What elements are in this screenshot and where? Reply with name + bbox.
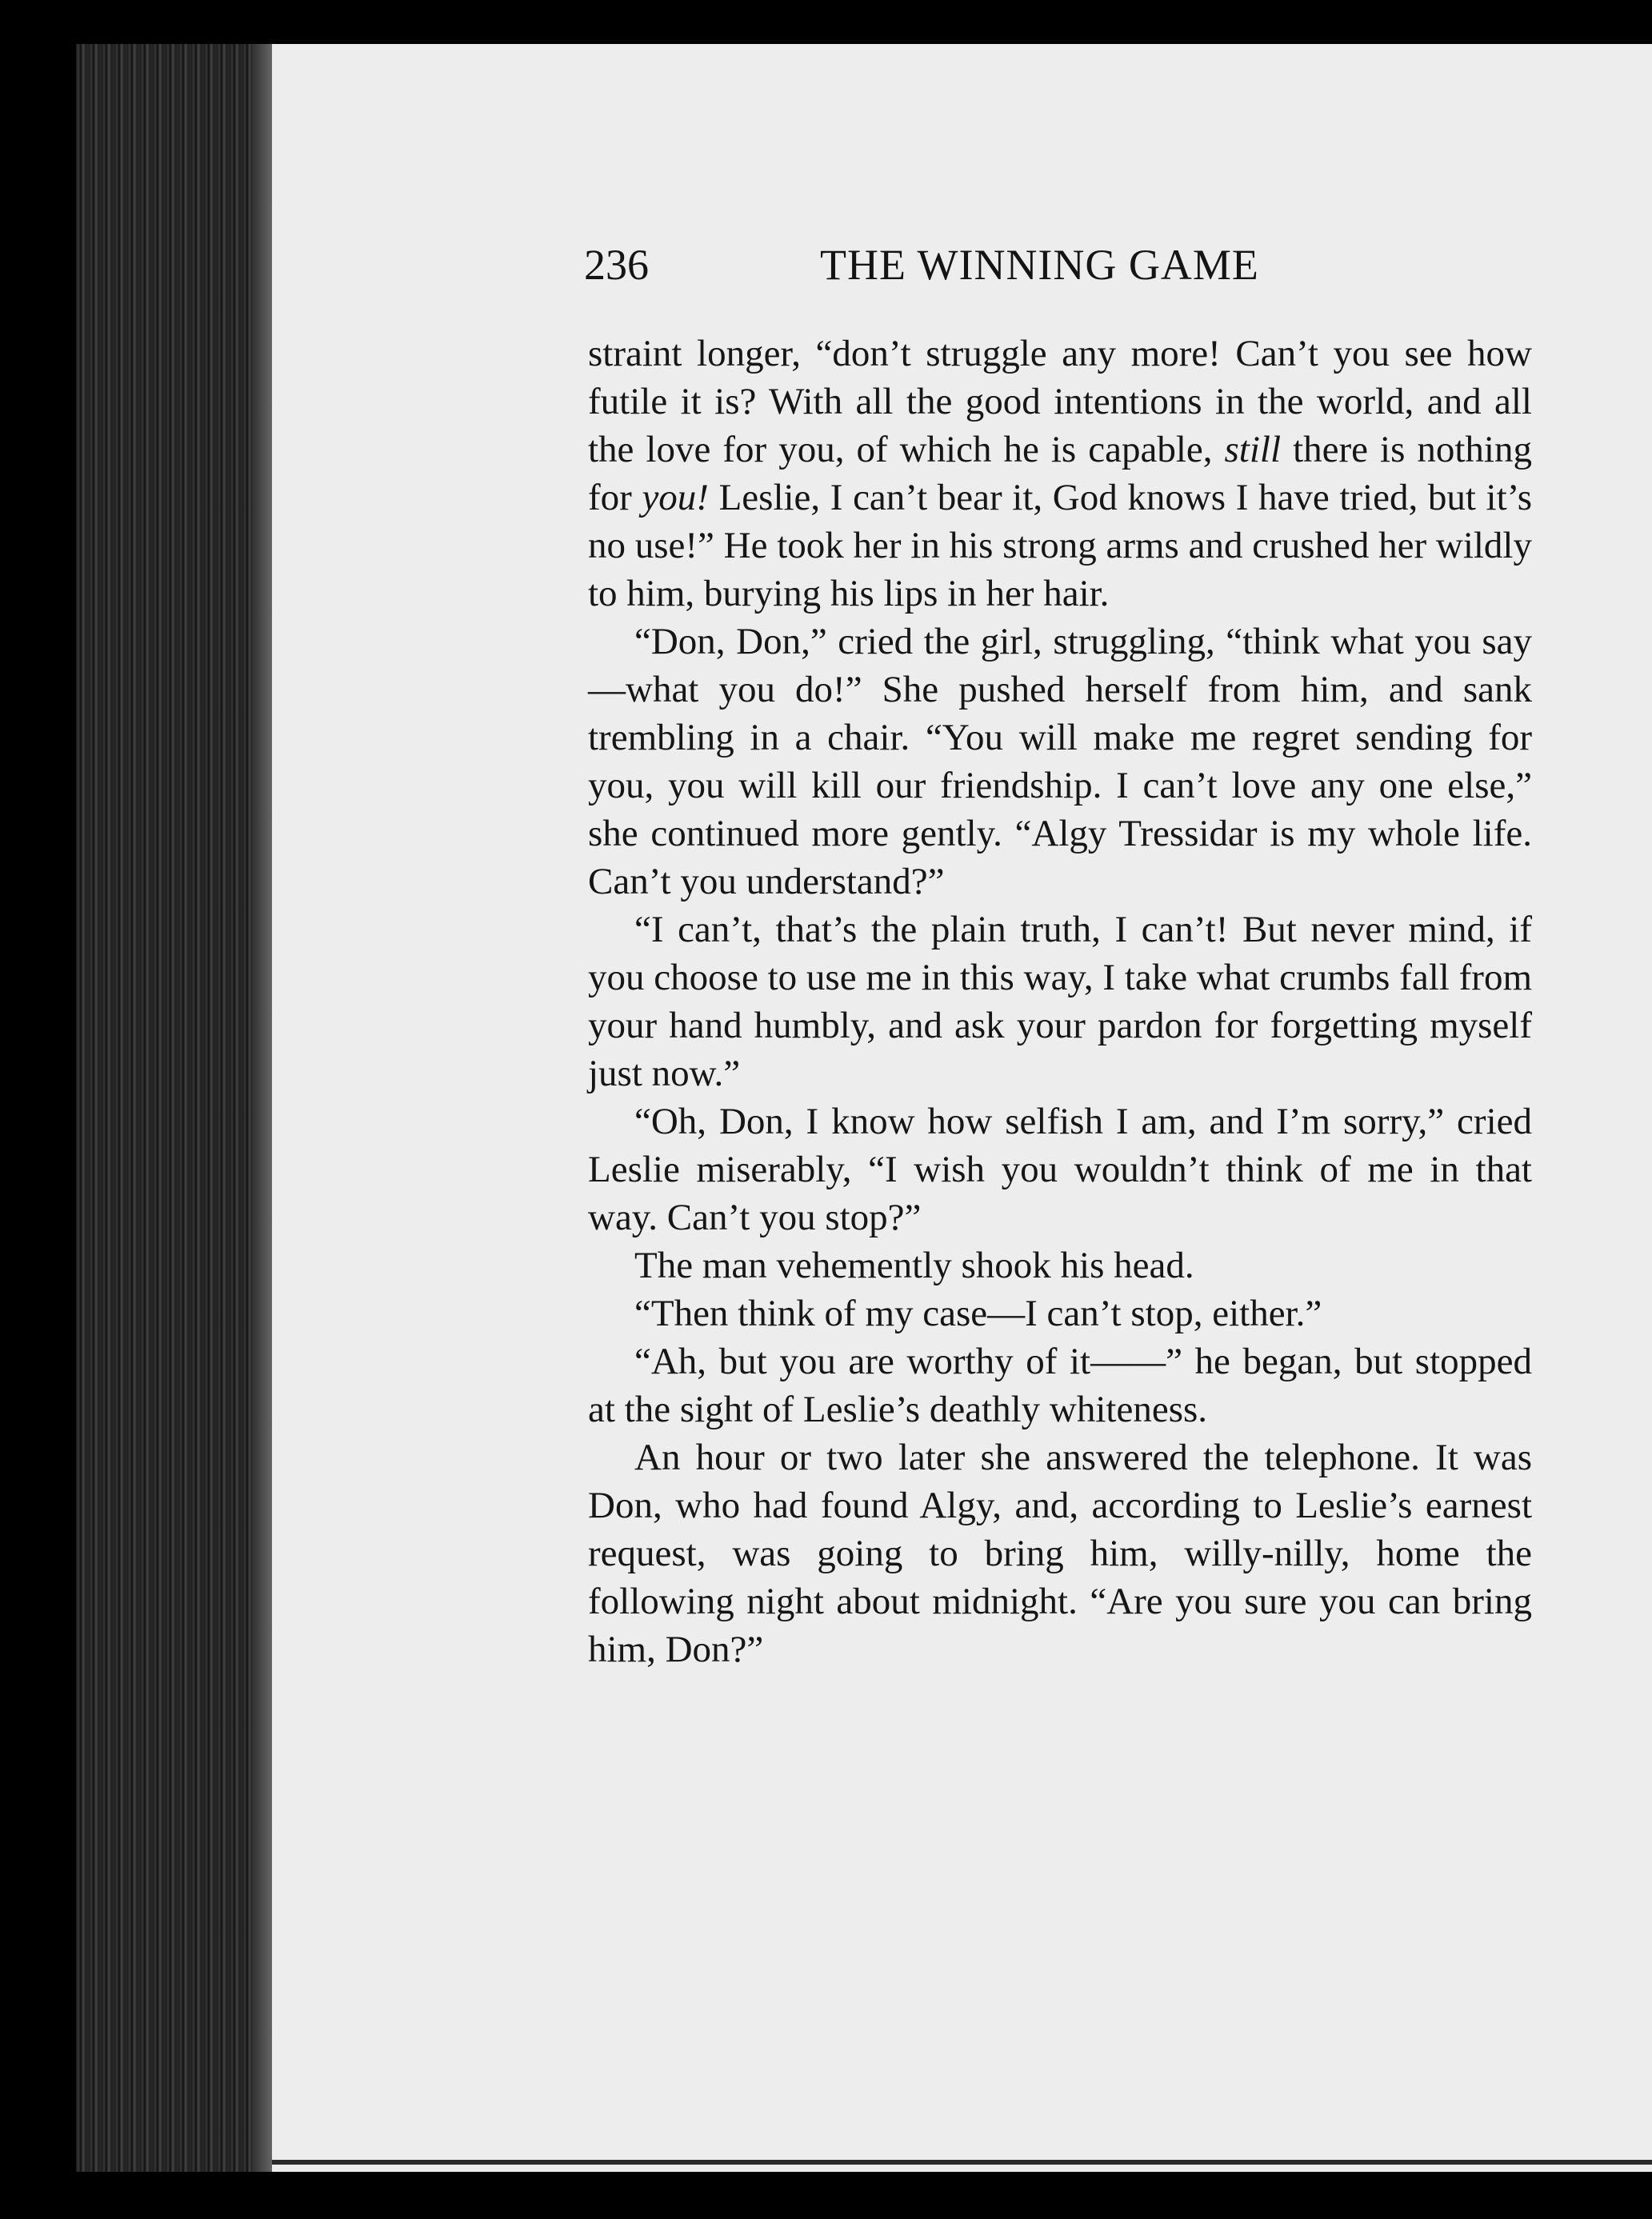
page-number: 236 — [584, 241, 649, 289]
paragraph — [588, 906, 1532, 1098]
text-segment: “Then think of my case—I can’t stop, either.” — [634, 1293, 1322, 1334]
text-segment: straint longer, “don’t struggle any more! Can’t you see how futile it is? With all the good intentions in the world, and all the love for you, of which he is capable, — [588, 333, 1532, 470]
text-segment: “Oh, Don, I know how selfish I am, and I’m sorry,” cried Leslie miserably, “I wish you wouldn’t think of me in that way. Can’t you stop?” — [588, 1101, 1532, 1238]
book-title: THE WINNING GAME — [820, 241, 1259, 289]
text-segment: there is nothing for — [588, 429, 1532, 518]
body-text — [588, 330, 1532, 1673]
paragraph — [588, 1289, 1532, 1337]
paragraph — [588, 618, 1532, 906]
italic-text: you! — [642, 477, 709, 518]
running-head — [584, 240, 1536, 304]
paragraph — [588, 1433, 1532, 1673]
page-stack-edge — [76, 44, 276, 2172]
text-segment: “Ah, but you are worthy of it——” he began, but stopped at the sight of Leslie’s deathly whiteness. — [588, 1341, 1532, 1430]
text-segment: An hour or two later she answered the telephone. It was Don, who had found Algy, and, according to Leslie’s earnest request, was going to bring him, willy-nilly, home the following night about midnight. “Are you sure you can bring him, Don?” — [588, 1437, 1532, 1670]
paragraph — [588, 1337, 1532, 1433]
page-bottom-edge — [272, 2160, 1652, 2165]
paragraph — [588, 330, 1532, 618]
text-segment: “I can’t, that’s the plain truth, I can’t! But never mind, if you choose to use me in this way, I take what crumbs fall from your hand humbly, and ask your pardon for forgetting myself just now.” — [588, 909, 1532, 1094]
paragraph — [588, 1241, 1532, 1289]
italic-text: still — [1224, 429, 1282, 470]
text-segment: Leslie, I can’t bear it, God knows I have tried, but it’s no use!” He took her in his strong arms and crushed her wildly to him, burying his lips in her hair. — [588, 477, 1532, 614]
text-segment: The man vehemently shook his head. — [634, 1245, 1194, 1286]
text-segment: “Don, Don,” cried the girl, struggling, “think what you say—what you do!” She pushed herself from him, and sank trembling in a chair. “You will make me regret sending for you, you will kill our friendship. I can’t love any one else,” she continued more gently. “Algy Tressidar is my whole life. Can’t you understand?” — [588, 621, 1532, 902]
paragraph — [588, 1098, 1532, 1241]
